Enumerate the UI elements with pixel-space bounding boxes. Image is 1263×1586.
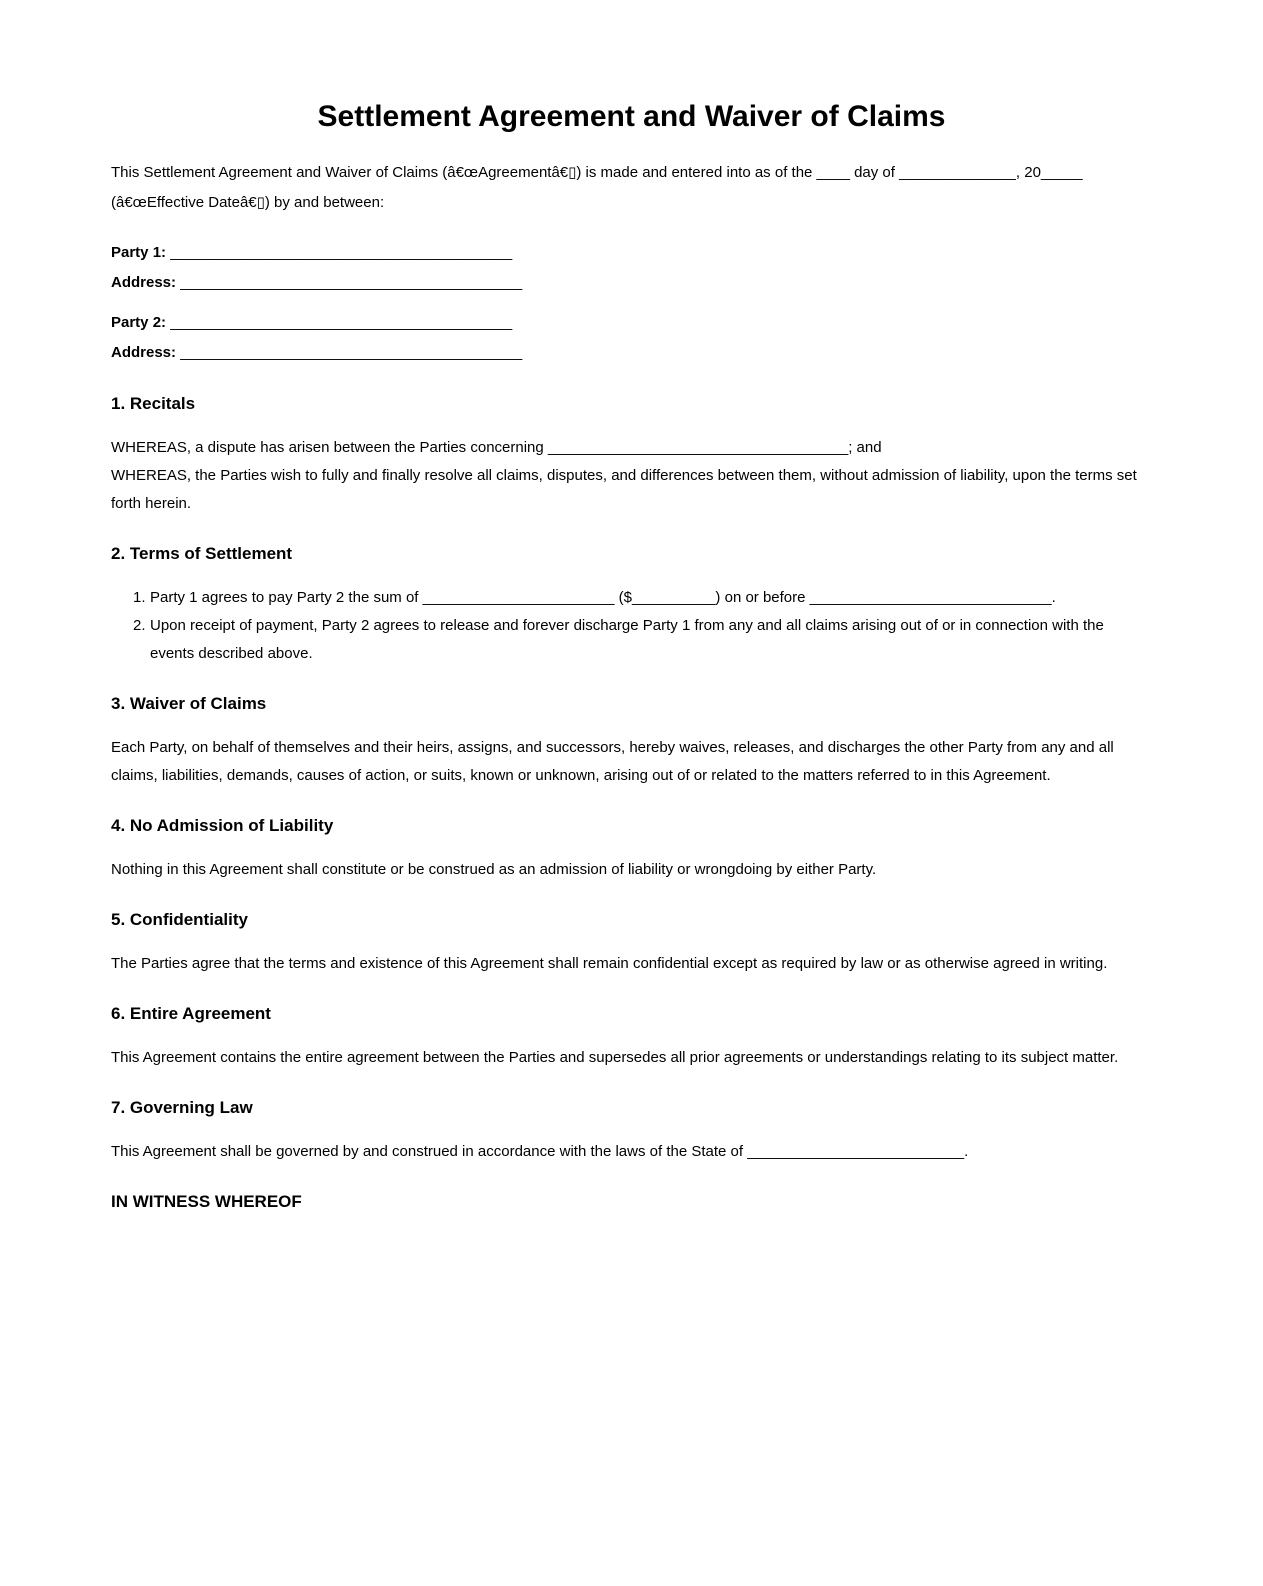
no-admission-paragraph: Nothing in this Agreement shall constitute or be construed as an admission of liability or wrongdoing by either Party. — [111, 861, 877, 878]
section-no-admission-heading: 4. No Admission of Liability — [111, 816, 334, 835]
confidentiality-paragraph: The Parties agree that the terms and existence of this Agreement shall remain confidential except as required by law or as otherwise agreed in writing. — [111, 955, 1108, 972]
section-recitals-heading: 1. Recitals — [111, 394, 196, 413]
section-waiver-of-claims — [111, 694, 1152, 790]
party2-blank-line: _________________________________________ — [170, 314, 513, 331]
party1-address-label: Address: — [111, 274, 177, 291]
party2-block — [111, 308, 1152, 368]
terms-item2-text: Upon receipt of payment, Party 2 agrees to release and forever discharge Party 1 from any and all claims arising out of or in connection with the events described above. — [150, 617, 1104, 662]
page-title: Settlement Agreement and Waiver of Claims — [317, 100, 946, 133]
terms-item2-number: 2. — [133, 617, 146, 634]
terms-list-item — [133, 612, 1152, 668]
intro-paragraph: This Settlement Agreement and Waiver of Claims (â€œAgreementâ€▯) is made and entered into as of the ____ day of ______________, 20_____ (â€œEffective Dateâ€▯) by and between: — [111, 164, 1083, 211]
section-recitals — [111, 394, 1152, 518]
recitals-whereas2: WHEREAS, the Parties wish to fully and finally resolve all claims, disputes, and differences between them, without admission of liability, upon the terms set forth herein. — [111, 467, 1137, 512]
document-page — [111, 0, 1152, 1586]
party2-address-blank-line: _________________________________________ — [180, 344, 523, 361]
waiver-paragraph: Each Party, on behalf of themselves and their heirs, assigns, and successors, hereby waives, releases, and discharges the other Party from any and all claims, liabilities, demands, causes of action, or suits, known or unknown, arising out of or related to the matters referred to in this Agreement. — [111, 739, 1114, 784]
section-entire-agreement — [111, 1004, 1152, 1072]
section-entire-agreement-heading: 6. Entire Agreement — [111, 1004, 271, 1023]
terms-numbered-list — [111, 584, 1152, 668]
section-governing-law — [111, 1098, 1152, 1166]
governing-law-paragraph: This Agreement shall be governed by and construed in accordance with the laws of the State of __________________________. — [111, 1143, 969, 1160]
party2-label: Party 2: — [111, 314, 167, 331]
party2-address-line — [111, 338, 1152, 368]
terms-item1-number: 1. — [133, 589, 146, 606]
recitals-whereas1: WHEREAS, a dispute has arisen between the Parties concerning ____________________________________; and — [111, 439, 882, 456]
terms-item1-text: Party 1 agrees to pay Party 2 the sum of _______________________ ($__________) on or before _____________________________. — [150, 589, 1056, 606]
section-no-admission — [111, 816, 1152, 884]
party2-address-label: Address: — [111, 344, 177, 361]
section-confidentiality — [111, 910, 1152, 978]
section-terms-heading: 2. Terms of Settlement — [111, 544, 293, 563]
party1-address-blank-line: _________________________________________ — [180, 274, 523, 291]
section-confidentiality-heading: 5. Confidentiality — [111, 910, 248, 929]
party2-line — [111, 308, 1152, 338]
entire-agreement-paragraph: This Agreement contains the entire agreement between the Parties and supersedes all prior agreements or understandings relating to its subject matter. — [111, 1049, 1119, 1066]
party1-block — [111, 238, 1152, 298]
terms-list-item — [133, 584, 1152, 612]
party1-blank-line: _________________________________________ — [170, 244, 513, 261]
party1-label: Party 1: — [111, 244, 167, 261]
section-terms-of-settlement — [111, 544, 1152, 668]
section-governing-law-heading: 7. Governing Law — [111, 1098, 253, 1117]
party1-line — [111, 238, 1152, 268]
party1-address-line — [111, 268, 1152, 298]
section-waiver-heading: 3. Waiver of Claims — [111, 694, 267, 713]
in-witness-whereof-heading: IN WITNESS WHEREOF — [111, 1192, 302, 1211]
